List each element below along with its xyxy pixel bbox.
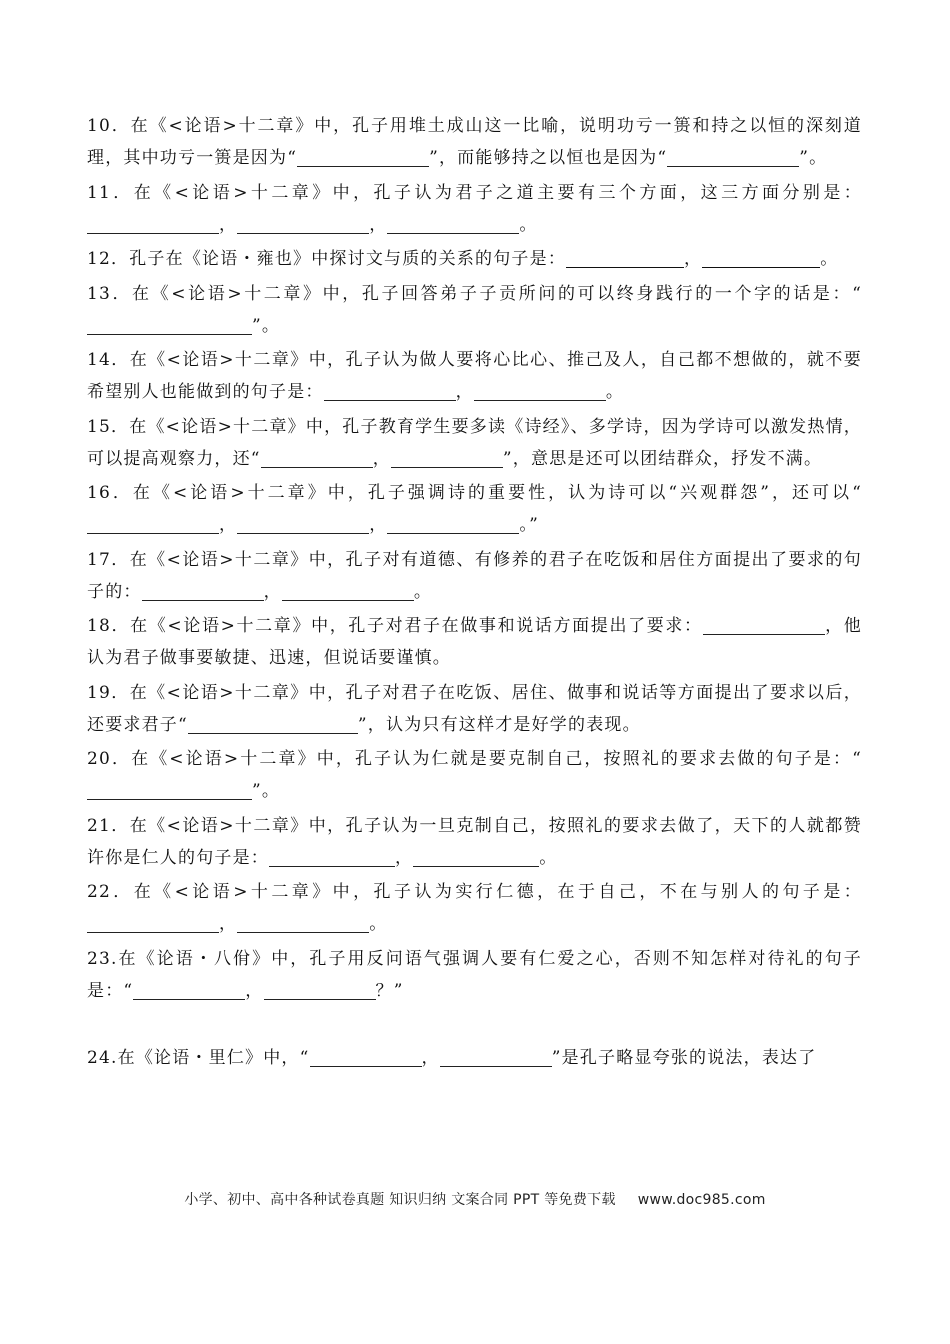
answer-blank[interactable] [324, 380, 456, 401]
vertical-gap [87, 1009, 862, 1042]
answer-blank[interactable] [87, 779, 252, 800]
answer-blank[interactable] [87, 513, 219, 534]
question-15: 15．在《<论语>十二章》中，孔子教育学生要多读《诗经》、多学诗，因为学诗可以激发热情，可以提高观察力，还“ ， ”，意思是还可以团结群众，抒发不满。 [87, 416, 862, 469]
answer-blank[interactable] [142, 580, 264, 601]
question-10: 10．在《<论语>十二章》中，孔子用堆土成山这一比喻，说明功亏一篑和持之以恒的深刻道理，其中功亏一篑是因为“ ”，而能够持之以恒也是因为“ ”。 [87, 116, 862, 168]
answer-blank[interactable] [188, 713, 358, 734]
answer-blank[interactable] [413, 846, 539, 867]
answer-blank[interactable] [391, 447, 503, 468]
answer-blank[interactable] [702, 247, 820, 268]
answer-blank[interactable] [297, 146, 429, 167]
answer-blank[interactable] [87, 314, 252, 335]
page-footer [0, 1189, 950, 1209]
question-21: 21．在《<论语>十二章》中，孔子认为一旦克制自己，按照礼的要求去做了，天下的人就都赞许你是仁人的句子是： ， 。 [87, 815, 862, 868]
answer-blank[interactable] [387, 513, 519, 534]
answer-blank[interactable] [237, 213, 369, 234]
answer-blank[interactable] [237, 912, 369, 933]
question-12: 12．孔子在《论语・雍也》中探讨文与质的关系的句子是： ， 。 [87, 249, 839, 269]
footer-site-link[interactable]: www.doc985.com [637, 1192, 766, 1208]
question-18: 18．在《<论语>十二章》中，孔子对君子在做事和说话方面提出了要求： ，他认为君子做事要敏捷、迅速，但说话要谨慎。 [87, 616, 862, 668]
answer-blank[interactable] [237, 513, 369, 534]
answer-blank[interactable] [133, 979, 245, 1000]
answer-blank[interactable] [667, 146, 799, 167]
answer-blank[interactable] [474, 380, 606, 401]
answer-blank[interactable] [261, 447, 373, 468]
footer-text: 小学、初中、高中各种试卷真题 知识归纳 文案合同 PPT 等免费下载 [184, 1192, 616, 1208]
answer-blank[interactable] [269, 846, 395, 867]
answer-blank[interactable] [566, 247, 684, 268]
question-13: 13．在《<论语>十二章》中，孔子回答弟子子贡所问的可以终身践行的一个字的话是：“”。 [87, 283, 862, 336]
question-19: 19．在《<论语>十二章》中，孔子对君子在吃饭、居住、做事和说话等方面提出了要求以后，还要求君子“ ”，认为只有这样才是好学的表现。 [87, 682, 862, 735]
question-16: 16．在《<论语>十二章》中，孔子强调诗的重要性，认为诗可以“兴观群怨”，还可以“， ， 。” [87, 483, 862, 535]
question-list [87, 110, 862, 1077]
answer-blank[interactable] [264, 979, 376, 1000]
question-22: 22．在《<论语>十二章》中，孔子认为实行仁德，在于自己，不在与别人的句子是：， 。 [87, 882, 862, 934]
answer-blank[interactable] [87, 912, 219, 933]
question-23: 23.在《论语・八佾》中，孔子用反问语气强调人要有仁爱之心，否则不知怎样对待礼的句子是：“ ， ？” [87, 948, 862, 1001]
question-20: 20．在《<论语>十二章》中，孔子认为仁就是要克制自己，按照礼的要求去做的句子是：“”。 [87, 749, 862, 801]
question-14: 14．在《<论语>十二章》中，孔子认为做人要将心比心、推己及人，自己都不想做的，就不要希望别人也能做到的句子是： ， 。 [87, 350, 862, 402]
answer-blank[interactable] [87, 213, 219, 234]
answer-blank[interactable] [310, 1046, 422, 1067]
question-11: 11．在《<论语>十二章》中，孔子认为君子之道主要有三个方面，这三方面分别是：， ， 。 [87, 182, 862, 235]
answer-blank[interactable] [703, 614, 825, 635]
question-24: 24.在《论语・里仁》中，“ ， ”是孔子略显夸张的说法，表达了 [87, 1048, 817, 1068]
answer-blank[interactable] [387, 213, 519, 234]
answer-blank[interactable] [440, 1046, 552, 1067]
answer-blank[interactable] [282, 580, 414, 601]
question-17: 17．在《<论语>十二章》中，孔子对有道德、有修养的君子在吃饭和居住方面提出了要求的句子的： ， 。 [87, 549, 862, 602]
